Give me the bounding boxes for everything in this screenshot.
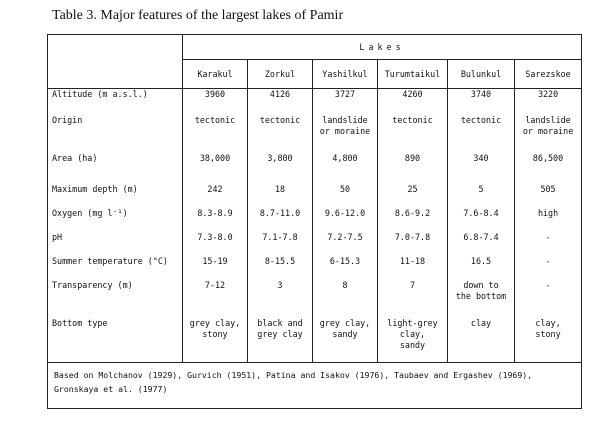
table-cell: 340 [448, 153, 515, 184]
table-cell: 3727 [313, 89, 378, 116]
table-cell: 8-15.5 [248, 256, 313, 280]
table-cell: tectonic [183, 115, 248, 153]
table-cell: 6-15.3 [313, 256, 378, 280]
table-row [48, 184, 582, 208]
table-cell: 8.3-8.9 [183, 208, 248, 232]
table-cell: black and grey clay [248, 318, 313, 363]
table-cell: 4260 [378, 89, 448, 116]
row-label: Summer temperature (°C) [48, 256, 183, 280]
row-label: Area (ha) [48, 153, 183, 184]
table-row [48, 232, 582, 256]
lake-header-yashilkul: Yashilkul [313, 60, 378, 89]
table-cell: 3960 [183, 89, 248, 116]
table-cell: 5 [448, 184, 515, 208]
table-cell: - [515, 280, 582, 318]
lake-header-turumtaikul: Turumtaikul [378, 60, 448, 89]
table-cell: tectonic [378, 115, 448, 153]
table-cell: 8.6-9.2 [378, 208, 448, 232]
table-cell: 890 [378, 153, 448, 184]
table-cell: - [515, 256, 582, 280]
header-empty-cell [48, 60, 183, 89]
table-cell: 3220 [515, 89, 582, 116]
table-cell: 4126 [248, 89, 313, 116]
lake-header-sarezskoe: Sarezskoe [515, 60, 582, 89]
header-empty-cell [48, 35, 183, 60]
table-cell: grey clay, stony [183, 318, 248, 363]
table-cell: 4,800 [313, 153, 378, 184]
table-cell: clay [448, 318, 515, 363]
table-row [48, 153, 582, 184]
table-cell: - [515, 232, 582, 256]
table-cell: high [515, 208, 582, 232]
table-cell: tectonic [248, 115, 313, 153]
table-caption: Table 3. Major features of the largest lakes of Pamir [52, 8, 344, 23]
table-cell: 18 [248, 184, 313, 208]
table-cell: light-grey clay, sandy [378, 318, 448, 363]
table-cell: grey clay, sandy [313, 318, 378, 363]
table-cell: 3 [248, 280, 313, 318]
row-label: Maximum depth (m) [48, 184, 183, 208]
lake-header-karakul: Karakul [183, 60, 248, 89]
table-cell: 7.2-7.5 [313, 232, 378, 256]
table-cell: 6.8-7.4 [448, 232, 515, 256]
row-label: pH [48, 232, 183, 256]
table-row [48, 208, 582, 232]
table-cell: 11-18 [378, 256, 448, 280]
table-cell: 7.3-8.0 [183, 232, 248, 256]
table-row [48, 89, 582, 116]
table-cell: 15-19 [183, 256, 248, 280]
table-cell: 25 [378, 184, 448, 208]
row-label: Origin [48, 115, 183, 153]
table-cell: 7.6-8.4 [448, 208, 515, 232]
table-cell: 7.0-7.8 [378, 232, 448, 256]
table-cell: 8.7-11.0 [248, 208, 313, 232]
table-cell: 505 [515, 184, 582, 208]
footnote-cell [48, 363, 582, 409]
table-cell: 9.6-12.0 [313, 208, 378, 232]
table-row [48, 115, 582, 153]
table-cell: 38,000 [183, 153, 248, 184]
table-cell: 242 [183, 184, 248, 208]
table-cell: 3740 [448, 89, 515, 116]
table-cell: 7.1-7.8 [248, 232, 313, 256]
lakes-features-table [47, 34, 582, 409]
table-cell: 3,800 [248, 153, 313, 184]
table-cell: 7 [378, 280, 448, 318]
table-cell: tectonic [448, 115, 515, 153]
table-row [48, 256, 582, 280]
table-cell: 16.5 [448, 256, 515, 280]
table-cell: down to the bottom [448, 280, 515, 318]
table-cell: 86,500 [515, 153, 582, 184]
row-label: Oxygen (mg l⁻¹) [48, 208, 183, 232]
lake-header-bulunkul: Bulunkul [448, 60, 515, 89]
table-cell: landslide or moraine [515, 115, 582, 153]
lake-header-zorkul: Zorkul [248, 60, 313, 89]
table-row [48, 280, 582, 318]
row-label: Bottom type [48, 318, 183, 363]
table-cell: 7-12 [183, 280, 248, 318]
row-label: Altitude (m a.s.l.) [48, 89, 183, 116]
source-footnote: Based on Molchanov (1929), Gurvich (1951), Patina and Isakov (1976), Taubaev and Ergashev (1969), Gronskaya et al. (1977) [54, 370, 533, 394]
table-cell: landslide or moraine [313, 115, 378, 153]
table-cell: 50 [313, 184, 378, 208]
table-cell: 8 [313, 280, 378, 318]
row-label: Transparency (m) [48, 280, 183, 318]
table-cell: clay, stony [515, 318, 582, 363]
table-row [48, 318, 582, 363]
lakes-group-header: Lakes [183, 35, 582, 60]
